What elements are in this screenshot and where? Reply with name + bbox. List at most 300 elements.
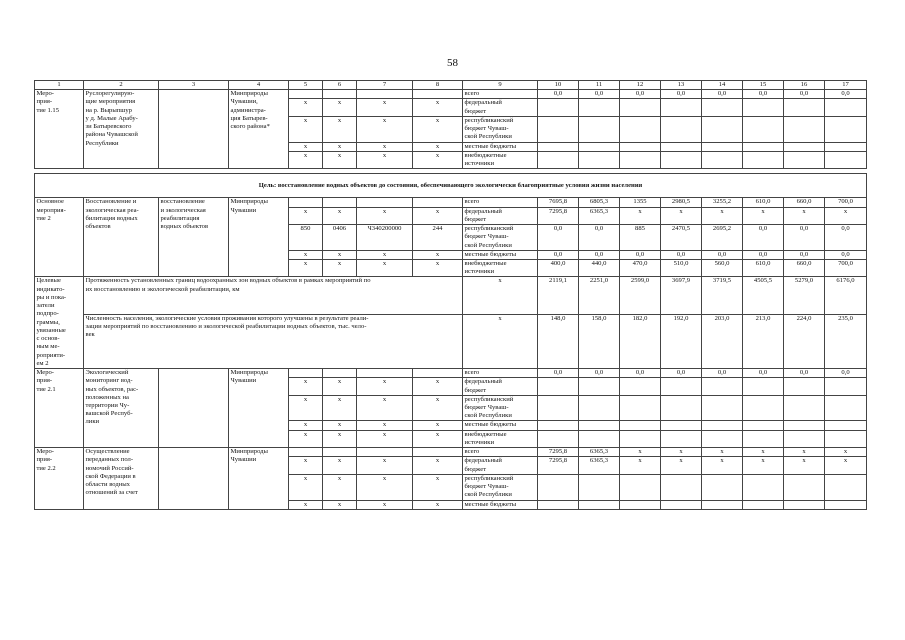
budget-code-cell: x [289, 421, 323, 430]
value-cell [743, 474, 784, 500]
indicator-row [35, 277, 867, 314]
header-cell: 7 [357, 81, 413, 90]
value-cell: 0,0 [743, 90, 784, 99]
value-cell: 0,0 [620, 250, 661, 259]
value-cell [661, 142, 702, 151]
budget-code-cell: x [413, 378, 463, 395]
value-cell: x [825, 457, 867, 474]
value-cell [579, 474, 620, 500]
page-number: 58 [447, 57, 458, 69]
value-cell [661, 421, 702, 430]
value-cell [702, 116, 743, 142]
budget-code-cell: x [413, 250, 463, 259]
indicator-text: Протяженность установленных границ водоохранных зон водных объектов в рамках мероприятий по их восстановлению и экологической реабилитации, км [84, 277, 463, 314]
header-cell: 12 [620, 81, 661, 90]
value-cell: 0,0 [579, 369, 620, 378]
funding-source: местные бюджеты [463, 421, 538, 430]
value-cell: 700,0 [825, 198, 867, 207]
budget-code-cell: x [289, 142, 323, 151]
value-cell: 0,0 [784, 90, 825, 99]
budget-code-cell: x [413, 395, 463, 421]
value-cell [661, 430, 702, 447]
value-cell [538, 421, 579, 430]
budget-code-cell [413, 90, 463, 99]
value-cell [743, 378, 784, 395]
budget-code-cell [323, 369, 357, 378]
value-cell: 0,0 [579, 225, 620, 251]
budget-code-cell [323, 90, 357, 99]
value-cell: 0,0 [825, 369, 867, 378]
funding-source: республиканский бюджет Чуваш- ской Республики [463, 116, 538, 142]
budget-code-cell: x [323, 207, 357, 224]
funding-source: всего [463, 90, 538, 99]
budget-code-cell: x [323, 142, 357, 151]
measure-name: Экологический мониторинг вод- ных объектов, рас- положенных на территории Чу- вашской Респуб- лики [84, 369, 159, 448]
value-cell: 6176,0 [825, 277, 867, 314]
value-cell: x [743, 207, 784, 224]
budget-code-cell: x [413, 116, 463, 142]
budget-code-cell [357, 198, 413, 207]
value-cell: 0,0 [825, 90, 867, 99]
budget-code-cell: Ч340200000 [357, 225, 413, 251]
header-cell: 15 [743, 81, 784, 90]
value-cell: 0,0 [538, 250, 579, 259]
budget-code-cell: x [289, 395, 323, 421]
value-cell [784, 395, 825, 421]
budget-code-cell [357, 90, 413, 99]
value-cell: 660,0 [784, 259, 825, 276]
value-cell [743, 142, 784, 151]
value-cell [620, 500, 661, 509]
value-cell [579, 378, 620, 395]
value-cell [620, 474, 661, 500]
value-cell [579, 430, 620, 447]
budget-code-cell [413, 448, 463, 457]
budget-code-cell [289, 198, 323, 207]
budget-code-cell: x [357, 395, 413, 421]
value-cell [661, 378, 702, 395]
indicator-x: x [463, 314, 538, 369]
indicator-text: Численность населения, экологические условия проживания которого улучшены в результате реали- зации мероприятий по восстановлению и экологической реабилитации водных объектов, тыс. чело- век [84, 314, 463, 369]
value-cell: 0,0 [702, 90, 743, 99]
budget-code-cell [289, 448, 323, 457]
budget-code-cell [413, 369, 463, 378]
funding-source: всего [463, 448, 538, 457]
budget-code-cell: x [323, 421, 357, 430]
value-cell: 0,0 [538, 90, 579, 99]
header-cell: 11 [579, 81, 620, 90]
value-cell [620, 421, 661, 430]
value-cell: 0,0 [702, 250, 743, 259]
value-cell [661, 395, 702, 421]
value-cell: 0,0 [784, 369, 825, 378]
budget-code-cell: x [289, 99, 323, 116]
value-cell: 610,0 [743, 259, 784, 276]
measure-executor: Минприроды Чувашии [229, 198, 289, 277]
budget-code-cell [323, 448, 357, 457]
header-cell: 1 [35, 81, 84, 90]
value-cell: 0,0 [620, 90, 661, 99]
header-cell: 3 [159, 81, 229, 90]
indicators-label: Целевые индикато- ры и пока- затели подпро- граммы, увязанные с основ- ным ме- роприяти- ем 2 [35, 277, 84, 369]
budget-code-cell: x [289, 474, 323, 500]
budget-code-cell [289, 369, 323, 378]
budget-code-cell: x [413, 500, 463, 509]
budget-code-cell: x [323, 250, 357, 259]
budget-code-cell: 244 [413, 225, 463, 251]
value-cell [620, 378, 661, 395]
budget-code-cell: x [357, 457, 413, 474]
header-cell: 13 [661, 81, 702, 90]
budget-code-cell: x [323, 395, 357, 421]
value-cell [825, 395, 867, 421]
value-cell [620, 116, 661, 142]
value-cell [620, 430, 661, 447]
value-cell: 182,0 [620, 314, 661, 369]
value-cell [661, 151, 702, 168]
value-cell [743, 151, 784, 168]
budget-code-cell: x [323, 99, 357, 116]
value-cell: 2695,2 [702, 225, 743, 251]
value-cell [784, 151, 825, 168]
value-cell [538, 142, 579, 151]
value-cell [743, 99, 784, 116]
table-row [35, 90, 867, 99]
value-cell: x [743, 448, 784, 457]
value-cell: 7295,8 [538, 457, 579, 474]
budget-code-cell: 850 [289, 225, 323, 251]
funding-source: федеральный бюджет [463, 457, 538, 474]
value-cell: 6365,3 [579, 448, 620, 457]
value-cell [702, 395, 743, 421]
value-cell [579, 421, 620, 430]
value-cell [538, 151, 579, 168]
header-cell: 6 [323, 81, 357, 90]
budget-code-cell: x [357, 116, 413, 142]
value-cell: 2251,0 [579, 277, 620, 314]
budget-code-cell: x [323, 116, 357, 142]
budget-code-cell: x [323, 500, 357, 509]
value-cell [579, 142, 620, 151]
value-cell: 7295,8 [538, 207, 579, 224]
value-cell [661, 474, 702, 500]
value-cell: x [784, 448, 825, 457]
value-cell: 213,0 [743, 314, 784, 369]
value-cell: 2119,1 [538, 277, 579, 314]
value-cell: 148,0 [538, 314, 579, 369]
budget-code-cell: 0406 [323, 225, 357, 251]
value-cell [825, 474, 867, 500]
funding-source: республиканский бюджет Чуваш- ской Республики [463, 225, 538, 251]
table-row [35, 198, 867, 207]
header-cell: 8 [413, 81, 463, 90]
value-cell: 510,0 [661, 259, 702, 276]
indicator-x: x [463, 277, 538, 314]
value-cell [743, 116, 784, 142]
value-cell: 0,0 [825, 225, 867, 251]
value-cell [784, 500, 825, 509]
budget-code-cell: x [413, 151, 463, 168]
indicator-row [35, 314, 867, 369]
budget-code-cell: x [413, 421, 463, 430]
measure-code: Меро- прия- тие 1.15 [35, 90, 84, 169]
header-cell: 10 [538, 81, 579, 90]
value-cell: 440,0 [579, 259, 620, 276]
value-cell [538, 500, 579, 509]
budget-code-cell [323, 198, 357, 207]
value-cell [825, 99, 867, 116]
value-cell [538, 395, 579, 421]
value-cell: 3719,5 [702, 277, 743, 314]
value-cell: 885 [620, 225, 661, 251]
value-cell [702, 430, 743, 447]
value-cell: 0,0 [538, 225, 579, 251]
measure-executor: Минприроды Чувашии, администра- ция Батырев- ского района* [229, 90, 289, 169]
measure-code: Меро- прия- тие 2.2 [35, 448, 84, 510]
value-cell [825, 116, 867, 142]
value-cell: x [620, 207, 661, 224]
value-cell: 2470,5 [661, 225, 702, 251]
value-cell: 660,0 [784, 198, 825, 207]
value-cell: 6365,3 [579, 207, 620, 224]
value-cell [538, 99, 579, 116]
budget-code-cell: x [289, 378, 323, 395]
value-cell [702, 378, 743, 395]
value-cell: 0,0 [661, 369, 702, 378]
value-cell: x [620, 457, 661, 474]
funding-source: республиканский бюджет Чуваш- ской Республики [463, 474, 538, 500]
value-cell [702, 421, 743, 430]
value-cell [784, 430, 825, 447]
value-cell: 3697,9 [661, 277, 702, 314]
value-cell: 0,0 [579, 90, 620, 99]
value-cell: x [702, 448, 743, 457]
budget-code-cell: x [289, 500, 323, 509]
value-cell: x [784, 457, 825, 474]
value-cell: 6805,3 [579, 198, 620, 207]
header-cell: 14 [702, 81, 743, 90]
value-cell: x [661, 448, 702, 457]
value-cell [620, 395, 661, 421]
value-cell: 0,0 [784, 250, 825, 259]
value-cell: 560,0 [702, 259, 743, 276]
value-cell [620, 151, 661, 168]
budget-code-cell: x [357, 421, 413, 430]
budget-code-cell: x [357, 151, 413, 168]
budget-code-cell: x [323, 474, 357, 500]
budget-code-cell: x [289, 430, 323, 447]
value-cell: 3255,2 [702, 198, 743, 207]
value-cell [784, 99, 825, 116]
header-row [35, 81, 867, 90]
funding-source: федеральный бюджет [463, 207, 538, 224]
budget-code-cell [357, 369, 413, 378]
header-cell: 17 [825, 81, 867, 90]
measure-name: Руслорегулирую- щие мероприятия на р. Вырыпшур у д. Малые Арабу- зи Батыревского района Чувашской Республики [84, 90, 159, 169]
value-cell [825, 500, 867, 509]
value-cell: 0,0 [784, 225, 825, 251]
header-cell: 9 [463, 81, 538, 90]
value-cell: 610,0 [743, 198, 784, 207]
measure-executor: Минприроды Чувашии [229, 448, 289, 510]
value-cell [661, 116, 702, 142]
budget-code-cell: x [323, 430, 357, 447]
value-cell: 7695,8 [538, 198, 579, 207]
goal-text: Цель: восстановление водных объектов до состояния, обеспечивающего экологически благоприятные условия жизни населения [35, 174, 867, 198]
budget-code-cell: x [289, 116, 323, 142]
value-cell [784, 421, 825, 430]
value-cell: 0,0 [661, 90, 702, 99]
budget-code-cell: x [323, 457, 357, 474]
value-cell: 0,0 [661, 250, 702, 259]
budget-code-cell: x [357, 99, 413, 116]
value-cell: 2599,0 [620, 277, 661, 314]
table-row [35, 369, 867, 378]
value-cell [702, 151, 743, 168]
budget-code-cell: x [357, 142, 413, 151]
value-cell [620, 99, 661, 116]
budget-code-cell: x [289, 151, 323, 168]
value-cell: 5279,0 [784, 277, 825, 314]
value-cell: x [784, 207, 825, 224]
funding-source: внебюджетные источники [463, 430, 538, 447]
value-cell: 0,0 [620, 369, 661, 378]
value-cell: x [743, 457, 784, 474]
value-cell [702, 474, 743, 500]
value-cell: x [661, 457, 702, 474]
value-cell: 0,0 [538, 369, 579, 378]
value-cell: 4505,5 [743, 277, 784, 314]
measure-name: Осуществление переданных пол- номочий Россий- ской Федерации в области водных отношений за счет [84, 448, 159, 510]
budget-code-cell: x [357, 500, 413, 509]
budget-code-cell: x [357, 250, 413, 259]
value-cell [579, 99, 620, 116]
funding-source: всего [463, 198, 538, 207]
goal-row [35, 174, 867, 198]
value-cell [538, 378, 579, 395]
value-cell [784, 142, 825, 151]
funding-source: внебюджетные источники [463, 259, 538, 276]
value-cell: 0,0 [743, 369, 784, 378]
value-cell [579, 395, 620, 421]
value-cell [743, 421, 784, 430]
value-cell [579, 151, 620, 168]
funding-source: федеральный бюджет [463, 99, 538, 116]
budget-code-cell: x [289, 207, 323, 224]
value-cell [784, 474, 825, 500]
program-table [34, 80, 867, 510]
value-cell [579, 500, 620, 509]
value-cell [743, 395, 784, 421]
value-cell [538, 430, 579, 447]
value-cell [743, 430, 784, 447]
value-cell: 0,0 [743, 250, 784, 259]
budget-code-cell: x [323, 151, 357, 168]
budget-code-cell [357, 448, 413, 457]
measure-goal [159, 448, 229, 510]
budget-code-cell: x [413, 474, 463, 500]
value-cell [825, 421, 867, 430]
funding-source: внебюджетные источники [463, 151, 538, 168]
value-cell [661, 99, 702, 116]
budget-code-cell: x [289, 259, 323, 276]
value-cell: 7295,8 [538, 448, 579, 457]
value-cell: 0,0 [743, 225, 784, 251]
funding-source: всего [463, 369, 538, 378]
header-cell: 5 [289, 81, 323, 90]
measure-code: Меро- прия- тие 2.1 [35, 369, 84, 448]
measure-goal [159, 90, 229, 169]
funding-source: местные бюджеты [463, 500, 538, 509]
value-cell [661, 500, 702, 509]
value-cell: 0,0 [702, 369, 743, 378]
value-cell [702, 142, 743, 151]
value-cell: 700,0 [825, 259, 867, 276]
budget-code-cell: x [413, 457, 463, 474]
budget-code-cell: x [413, 430, 463, 447]
budget-code-cell: x [357, 378, 413, 395]
table-row [35, 448, 867, 457]
value-cell: 158,0 [579, 314, 620, 369]
value-cell [702, 500, 743, 509]
value-cell [825, 142, 867, 151]
header-cell: 4 [229, 81, 289, 90]
header-cell: 2 [84, 81, 159, 90]
budget-code-cell: x [413, 259, 463, 276]
value-cell: 400,0 [538, 259, 579, 276]
header-cell: 16 [784, 81, 825, 90]
measure-goal [159, 369, 229, 448]
value-cell [825, 151, 867, 168]
value-cell: x [702, 207, 743, 224]
value-cell [620, 142, 661, 151]
value-cell: 0,0 [825, 250, 867, 259]
budget-code-cell: x [289, 250, 323, 259]
value-cell [538, 116, 579, 142]
value-cell: 224,0 [784, 314, 825, 369]
budget-code-cell [289, 90, 323, 99]
budget-code-cell: x [357, 259, 413, 276]
measure-executor: Минприроды Чувашии [229, 369, 289, 448]
value-cell: 1355 [620, 198, 661, 207]
value-cell: 470,0 [620, 259, 661, 276]
value-cell: x [620, 448, 661, 457]
measure-goal: восстановление и экологическая реабилитация водных объектов [159, 198, 229, 277]
budget-code-cell: x [357, 430, 413, 447]
budget-code-cell [413, 198, 463, 207]
budget-code-cell: x [413, 142, 463, 151]
budget-code-cell: x [289, 457, 323, 474]
value-cell: 235,0 [825, 314, 867, 369]
budget-code-cell: x [323, 378, 357, 395]
value-cell [784, 378, 825, 395]
value-cell: 0,0 [579, 250, 620, 259]
value-cell [579, 116, 620, 142]
value-cell: x [661, 207, 702, 224]
budget-code-cell: x [323, 259, 357, 276]
value-cell: x [825, 448, 867, 457]
budget-code-cell: x [357, 207, 413, 224]
funding-source: местные бюджеты [463, 250, 538, 259]
funding-source: республиканский бюджет Чуваш- ской Республики [463, 395, 538, 421]
value-cell [825, 378, 867, 395]
value-cell: x [702, 457, 743, 474]
value-cell [784, 116, 825, 142]
value-cell [702, 99, 743, 116]
value-cell [825, 430, 867, 447]
value-cell: 203,0 [702, 314, 743, 369]
value-cell: 6365,3 [579, 457, 620, 474]
